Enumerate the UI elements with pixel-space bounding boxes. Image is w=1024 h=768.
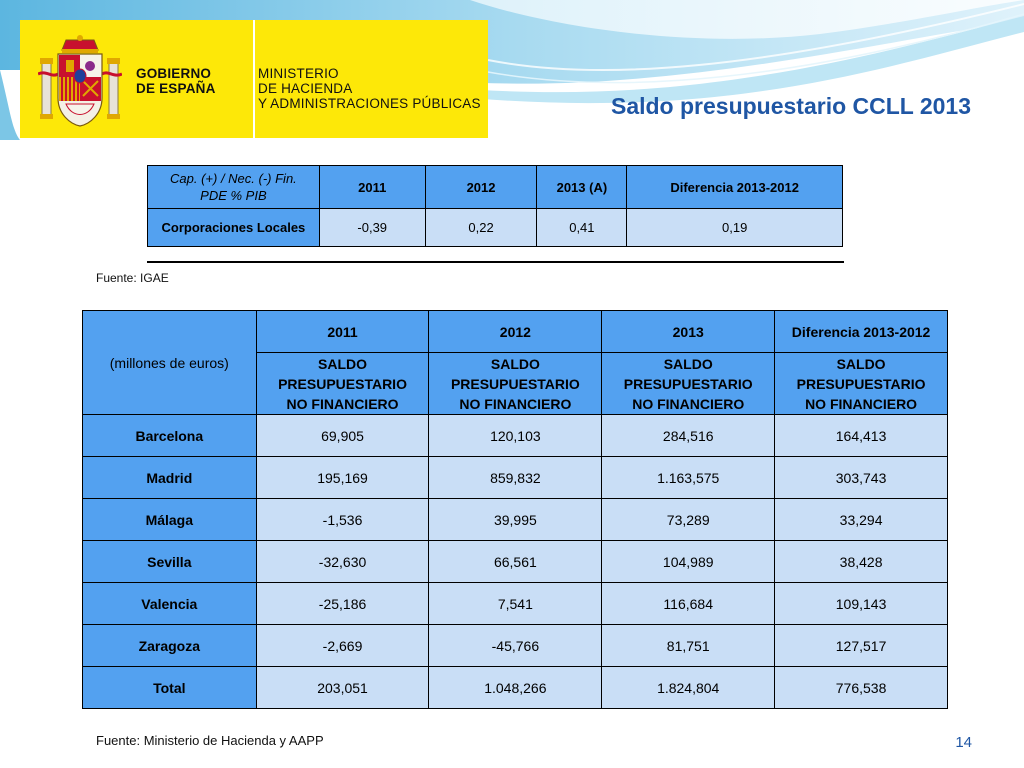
measure-header-line: NO FINANCIERO (805, 395, 918, 412)
summary-cell: 0,41 (537, 209, 627, 247)
summary-caption-line: PDE % PIB (200, 188, 267, 203)
measure-header-line: PRESUPUESTARIO (278, 375, 407, 392)
source-note-ministry: Fuente: Ministerio de Hacienda y AAPP (96, 733, 324, 748)
summary-column-header: 2013 (A) (537, 166, 627, 209)
measure-header-line: PRESUPUESTARIO (796, 375, 926, 392)
summary-row-label: Corporaciones Locales (148, 209, 320, 247)
table-cell: 69,905 (256, 415, 429, 457)
city-label: Valencia (83, 583, 257, 625)
table-cell: 1.163,575 (602, 457, 775, 499)
summary-cell: 0,22 (425, 209, 537, 247)
summary-caption-line: Cap. (+) / Nec. (-) Fin. (170, 171, 297, 186)
table-cell: 203,051 (256, 667, 429, 709)
table-cell: 1.048,266 (429, 667, 602, 709)
table-cell: 38,428 (775, 541, 948, 583)
table-row (83, 415, 948, 457)
city-label: Sevilla (83, 541, 257, 583)
measure-header-line: NO FINANCIERO (632, 395, 745, 412)
table-cell: 127,517 (775, 625, 948, 667)
summary-cell: -0,39 (319, 209, 425, 247)
summary-cell: 0,19 (627, 209, 843, 247)
table-cell: 859,832 (429, 457, 602, 499)
municipal-balance-table (82, 310, 948, 709)
table-cell: 1.824,804 (602, 667, 775, 709)
table-row (83, 583, 948, 625)
main-year-header-row (83, 311, 948, 353)
government-logo (20, 20, 488, 138)
summary-column-header: Diferencia 2013-2012 (627, 166, 843, 209)
summary-data-row (148, 209, 843, 247)
city-label: Madrid (83, 457, 257, 499)
measure-header-line: SALDO (663, 355, 713, 372)
measure-header-line: NO FINANCIERO (459, 395, 572, 412)
table-cell: 164,413 (775, 415, 948, 457)
summary-column-header: 2011 (319, 166, 425, 209)
table-cell: 73,289 (602, 499, 775, 541)
source-note-igae: Fuente: IGAE (96, 271, 169, 285)
coat-of-arms-icon (38, 34, 122, 130)
year-column-header: 2012 (429, 311, 602, 353)
summary-column-header: 2012 (425, 166, 537, 209)
ministry-name-line: DE HACIENDA (258, 81, 353, 96)
table-cell: 66,561 (429, 541, 602, 583)
measure-column-header (775, 353, 948, 415)
table-cell: 776,538 (775, 667, 948, 709)
table-cell: 81,751 (602, 625, 775, 667)
table-cell: -32,630 (256, 541, 429, 583)
ministry-name (258, 66, 481, 111)
measure-column-header (256, 353, 429, 415)
government-name-line: DE ESPAÑA (136, 81, 216, 96)
table-cell: 39,995 (429, 499, 602, 541)
ministry-name-line: Y ADMINISTRACIONES PÚBLICAS (258, 96, 481, 111)
measure-header-line: SALDO (836, 355, 886, 372)
table-cell: 284,516 (602, 415, 775, 457)
page-title: Saldo presupuestario CCLL 2013 (610, 93, 971, 119)
table-cell: 33,294 (775, 499, 948, 541)
government-name (136, 66, 216, 96)
table-row-total (83, 667, 948, 709)
table-cell: 195,169 (256, 457, 429, 499)
city-label: Málaga (83, 499, 257, 541)
measure-header-line: PRESUPUESTARIO (450, 375, 580, 392)
summary-caption-cell (148, 166, 320, 209)
table-cell: 303,743 (775, 457, 948, 499)
table-row (83, 499, 948, 541)
measure-header-line: PRESUPUESTARIO (623, 375, 753, 392)
units-label: (millones de euros) (83, 311, 257, 415)
table-cell: 109,143 (775, 583, 948, 625)
table-cell: 120,103 (429, 415, 602, 457)
table-cell: 7,541 (429, 583, 602, 625)
ministry-name-line: MINISTERIO (258, 66, 339, 81)
table-cell: -25,186 (256, 583, 429, 625)
table-row (83, 625, 948, 667)
city-label: Zaragoza (83, 625, 257, 667)
measure-column-header (602, 353, 775, 415)
table-cell: -1,536 (256, 499, 429, 541)
summary-header-row (148, 166, 843, 209)
table-cell: -45,766 (429, 625, 602, 667)
year-column-header: 2011 (256, 311, 429, 353)
table-cell: 104,989 (602, 541, 775, 583)
total-label: Total (83, 667, 257, 709)
table-cell: 116,684 (602, 583, 775, 625)
measure-header-line: SALDO (490, 355, 540, 372)
measure-column-header (429, 353, 602, 415)
year-column-header: Diferencia 2013-2012 (775, 311, 948, 353)
table-row (83, 541, 948, 583)
measure-header-line: SALDO (318, 355, 368, 372)
government-name-line: GOBIERNO (136, 66, 212, 81)
slide-number: 14 (955, 734, 972, 751)
summary-table (147, 165, 843, 247)
table-row (83, 457, 948, 499)
summary-bottom-rule (147, 261, 844, 263)
city-label: Barcelona (83, 415, 257, 457)
year-column-header: 2013 (602, 311, 775, 353)
table-cell: -2,669 (256, 625, 429, 667)
logo-divider (253, 20, 255, 138)
measure-header-line: NO FINANCIERO (286, 395, 399, 412)
